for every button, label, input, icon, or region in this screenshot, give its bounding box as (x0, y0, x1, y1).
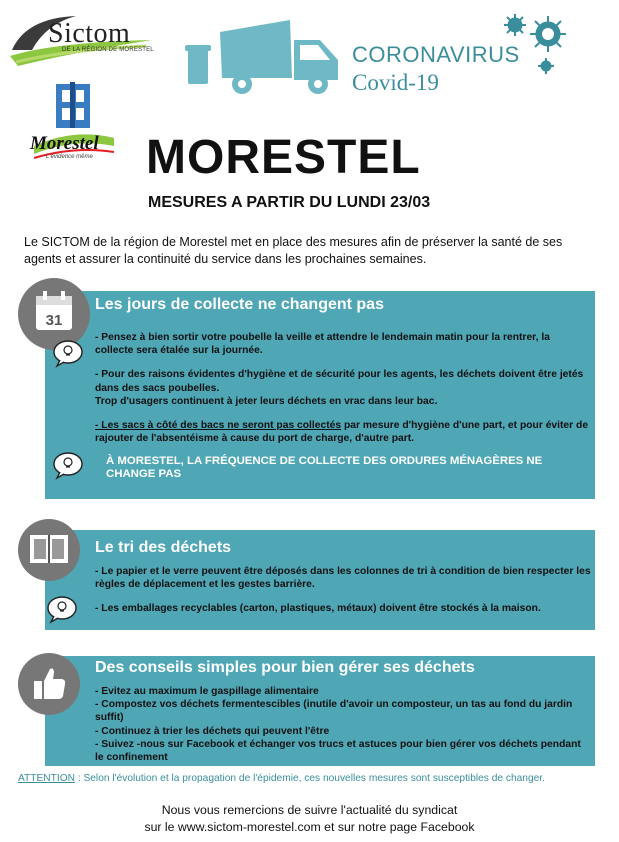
morestel-logo-name: Morestel (30, 133, 99, 154)
calendar-day: 31 (45, 312, 63, 329)
list-item-rest: par mesure d'hygiène d'une part, et pour éviter de rajouter de l'absentéisme à cause du port de charge, d'autre part. (95, 420, 589, 445)
sictom-logo-name: Sictom (48, 18, 131, 49)
underlined-text: - Les sacs à côté des bacs ne seront pas collectés (95, 420, 342, 432)
garbage-truck-icon (180, 18, 345, 98)
morestel-logo (28, 82, 120, 174)
list-item: - Continuez à trier les déchets qui peuvent l'être (95, 725, 330, 737)
list-item: - Pour des raisons évidentes d'hygiène et de sécurité pour les agents, les déchets doivent être jetés dans des sacs poubelles. (95, 369, 584, 394)
list-item: - Les emballages recyclables (carton, plastiques, métaux) doivent être stockés à la maison. (95, 603, 541, 615)
section-sorting-body (95, 565, 591, 616)
footer-line: sur le www.sictom-morestel.com et sur notre page Facebook (144, 820, 475, 834)
attention-text: : Selon l'évolution et la propagation de l'épidemie, ces nouvelles mesures sont susceptibles de changer. (74, 773, 545, 784)
section-tips-body (95, 685, 591, 764)
highlight-text: À MORESTEL, LA FRÉQUENCE DE COLLECTE DES ORDURES MÉNAGÈRES NE CHANGE PAS (106, 455, 543, 481)
sorting-icon (18, 519, 80, 581)
covid-subtitle: Covid-19 (352, 70, 439, 95)
section-collection-title: Les jours de collecte ne changent pas (95, 296, 384, 313)
section-tips-title: Des conseils simples pour bien gérer ses déchets (95, 659, 475, 676)
footer (0, 802, 619, 836)
coronavirus-title: CORONAVIRUS (352, 42, 520, 67)
page-title: MORESTEL (146, 131, 421, 184)
lightbulb-icon (52, 450, 84, 480)
list-item: - Pensez à bien sortir votre poubelle la veille et attendre le lendemain matin pour la rentrer, la collecte sera étalée sur la journée. (95, 332, 550, 357)
list-item: - Suivez -nous sur Facebook et échanger vos trucs et astuces pour bien gérer vos déchets pendant le confinement (95, 738, 581, 764)
list-item: - Evitez au maximum le gaspillage alimentaire (95, 686, 319, 697)
footer-line: Nous vous remercions de suivre l'actualité du syndicat (161, 803, 458, 817)
sictom-logo-subtitle: DE LA RÉGION DE MORESTEL (62, 47, 154, 53)
lightbulb-icon (46, 594, 78, 624)
attention-note (18, 773, 545, 784)
list-item: - Compostez vos déchets fermentescibles (inutile d'avoir un composteur, un tas au fond du jardin suffit) (95, 699, 573, 724)
list-item: - Le papier et le verre peuvent être déposés dans les colonnes de tri à condition de bien respecter les règles de déplacement et les gestes barrière. (95, 566, 591, 591)
list-item (95, 419, 591, 445)
attention-label: ATTENTION (18, 773, 75, 784)
list-item: Trop d'usagers continuent à jeter leurs déchets en vrac dans leur bac. (95, 395, 438, 407)
page-subtitle: MESURES A PARTIR DU LUNDI 23/03 (148, 194, 431, 211)
section-collection-body (95, 331, 591, 445)
thumbs-up-icon (18, 653, 80, 715)
lightbulb-icon (52, 338, 84, 368)
intro-text: Le SICTOM de la région de Morestel met en place des mesures afin de préserver la santé de ses agents et assurer la continuité du service dans les prochaines semaines. (24, 235, 563, 266)
morestel-logo-tagline: L'évidence même (46, 154, 93, 160)
section-sorting-title: Le tri des déchets (95, 539, 232, 556)
